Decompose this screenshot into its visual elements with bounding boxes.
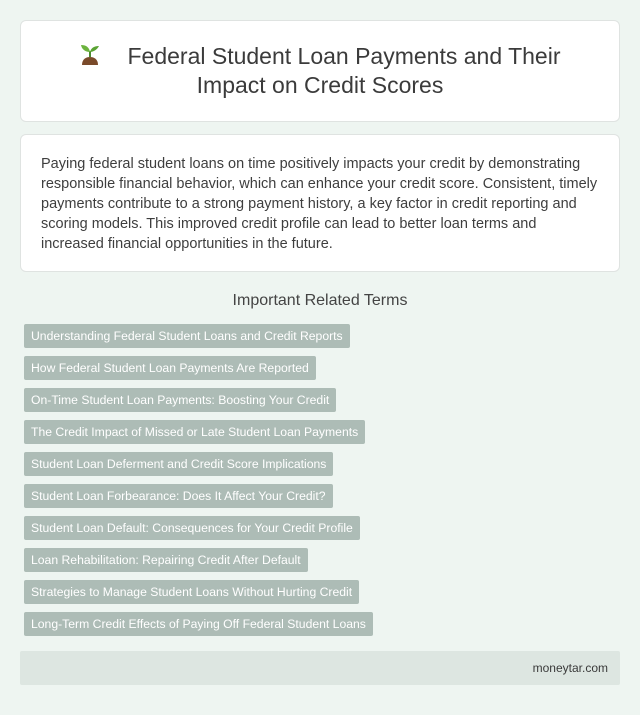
title-card xyxy=(20,20,620,122)
related-term-link[interactable]: The Credit Impact of Missed or Late Student Loan Payments xyxy=(24,420,365,444)
footer-site-link[interactable]: moneytar.com xyxy=(532,661,608,675)
summary-text: Paying federal student loans on time positively impacts your credit by demonstrating responsible financial behavior, which can enhance your credit score. Consistent, timely payments contribute to a strong payment history, a key factor in credit reporting and scoring models. This improved credit profile can lead to better loan terms and increased financial opportunities in the future. xyxy=(41,156,598,252)
related-term-link[interactable]: Strategies to Manage Student Loans Without Hurting Credit xyxy=(24,580,359,604)
sprout-icon xyxy=(79,43,101,67)
related-term-link[interactable]: Loan Rehabilitation: Repairing Credit After Default xyxy=(24,548,308,572)
footer xyxy=(20,651,620,685)
related-term-link[interactable]: Understanding Federal Student Loans and Credit Reports xyxy=(24,324,350,348)
page-title xyxy=(60,42,580,100)
related-term-link[interactable]: Student Loan Default: Consequences for Your Credit Profile xyxy=(24,516,360,540)
related-term-link[interactable]: Long-Term Credit Effects of Paying Off Federal Student Loans xyxy=(24,612,373,636)
related-terms-list xyxy=(24,324,616,644)
related-terms-heading: Important Related Terms xyxy=(232,292,408,309)
related-term-link[interactable]: Student Loan Forbearance: Does It Affect Your Credit? xyxy=(24,484,333,508)
summary-card xyxy=(20,134,620,272)
page-title-text: Federal Student Loan Payments and Their Impact on Credit Scores xyxy=(127,43,561,98)
related-term-link[interactable]: On-Time Student Loan Payments: Boosting Your Credit xyxy=(24,388,336,412)
related-term-link[interactable]: Student Loan Deferment and Credit Score Implications xyxy=(24,452,333,476)
related-term-link[interactable]: How Federal Student Loan Payments Are Reported xyxy=(24,356,316,380)
